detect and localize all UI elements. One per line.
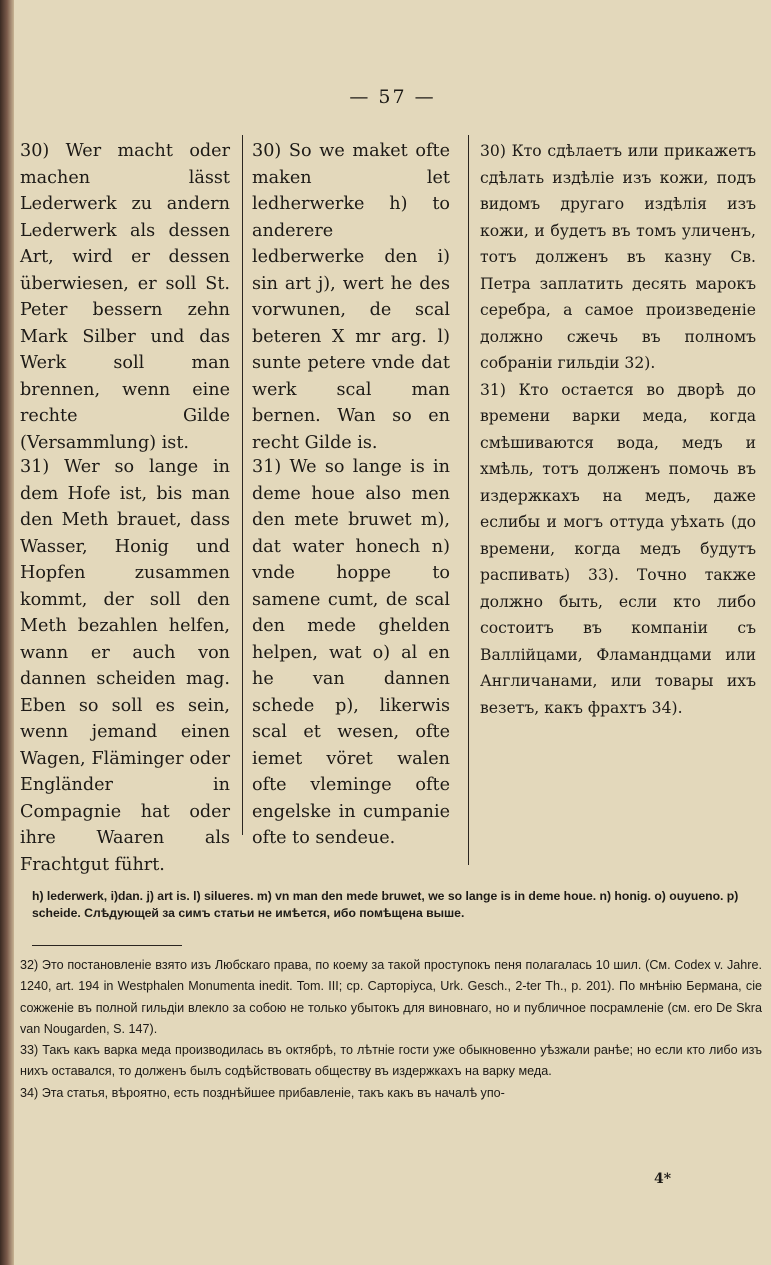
- footnote-34: 34) Эта статья, вѣроятно, есть позднѣйшее прибавленіе, такъ какъ въ началѣ упо-: [20, 1085, 505, 1100]
- variant-readings-note: h) lederwerk, i)dan. j) art is. l) silueres. m) vn man den mede bruwet, we so lange is in deme houe. n) honig. o) ouyueno. p) scheide. Слѣдующей за симъ статьи не имѣется, ибо помѣщена выше.: [32, 889, 739, 920]
- russian-article-30: 30) Кто сдѣлаетъ или прикажетъ сдѣлать издѣліе изъ кожи, подъ видомъ другаго издѣлія изъ кожи, и будетъ въ томъ уличенъ, тотъ долженъ въ казну Св. Петра заплатить десять марокъ серебра, а самое произведеніе должно сжечь въ полномъ собраніи гильдіи 32).: [480, 142, 756, 372]
- low-german-article-30: 30) So we maket ofte maken let ledherwerke h) to anderere ledberwerke den i) sin art j), wert he des vorwunen, de scal beteren X mr arg. l) sunte petere vnde dat werk scal man bernen. Wan so en recht Gilde is.: [252, 141, 450, 453]
- book-spine-shadow: [0, 0, 14, 1265]
- column-divider-left: [242, 135, 243, 835]
- low-german-column: [252, 138, 450, 848]
- german-article-30: 30) Wer macht oder machen lässt Lederwerk zu andern Lederwerk als dessen Art, wird er dessen überwiesen, er soll St. Peter bessern zehn Mark Silber und das Werk soll man brennen, wenn eine rechte Gilde (Versammlung) ist.: [20, 141, 230, 453]
- german-column: [20, 138, 230, 875]
- signature-mark: 4*: [654, 1171, 672, 1187]
- footnote-separator: [32, 945, 182, 946]
- book-page: [14, 0, 771, 1265]
- russian-column: [480, 138, 756, 721]
- column-divider-right: [468, 135, 469, 865]
- footnote-32: 32) Это постановленіе взято изъ Любскаго права, по коему за такой проступокъ пеня полагалась 10 шил. (См. Codex v. Jahre. 1240, art. 194 in Westphalen Monumenta inedit. Tom. III; ср. Сарторіуса, Urk. Gesch., 2-ter Th., p. 201). По мнѣнію Бермана, сіе сожженіе въ полной гильдіи влекло за собою не только убытокъ для виновнаго, но и публичное посрамленіе (см. его De Skra van Nougarden, S. 147).: [20, 958, 762, 1036]
- russian-article-31: 31) Кто остается во дворѣ до времени варки меда, когда смѣшиваются вода, медъ и хмѣль, тотъ долженъ помочь въ издержкахъ на медъ, даже еслибы и могъ оттуда уѣхать (до времени, когда медъ будутъ распивать) 33). Точно также должно быть, если кто либо состоитъ въ компаніи съ Валлійцами, Фламандцами или Англичанами, или товары ихъ везетъ, какъ фрахтъ 34).: [480, 380, 756, 717]
- german-article-31: 31) Wer so lange in dem Hofe ist, bis man den Meth brauet, dass Wasser, Honig und Hopfen zusammen kommt, der soll den Meth bezahlen helfen, wann er auch von dannen scheiden mag. Eben so soll es sein, wenn jemand einen Wagen, Fläminger oder Engländer in Compagnie hat oder ihre Waaren als Frachtgut führt.: [20, 457, 230, 875]
- footnote-33: 33) Такъ какъ варка меда производилась въ октябрѣ, то лѣтніе гости уже обыкновенно уѣзжали ранѣе; но если кто либо изъ нихъ оставался, то долженъ былъ содѣйствовать обществу въ издержкахъ на варку меда.: [20, 1043, 762, 1079]
- page-number: — 57 —: [349, 86, 436, 108]
- low-german-article-31: 31) We so lange is in deme houe also men den mete bruwet m), dat water honech n) vnde hoppe to samene cumt, de scal den mede ghelden helpen, wat o) al en he van dannen schede p), likerwis scal et wesen, ofte iemet vöret walen ofte vleminge ofte engelske in cumpanie ofte to sendeue.: [252, 457, 450, 848]
- footnotes: [20, 955, 762, 1104]
